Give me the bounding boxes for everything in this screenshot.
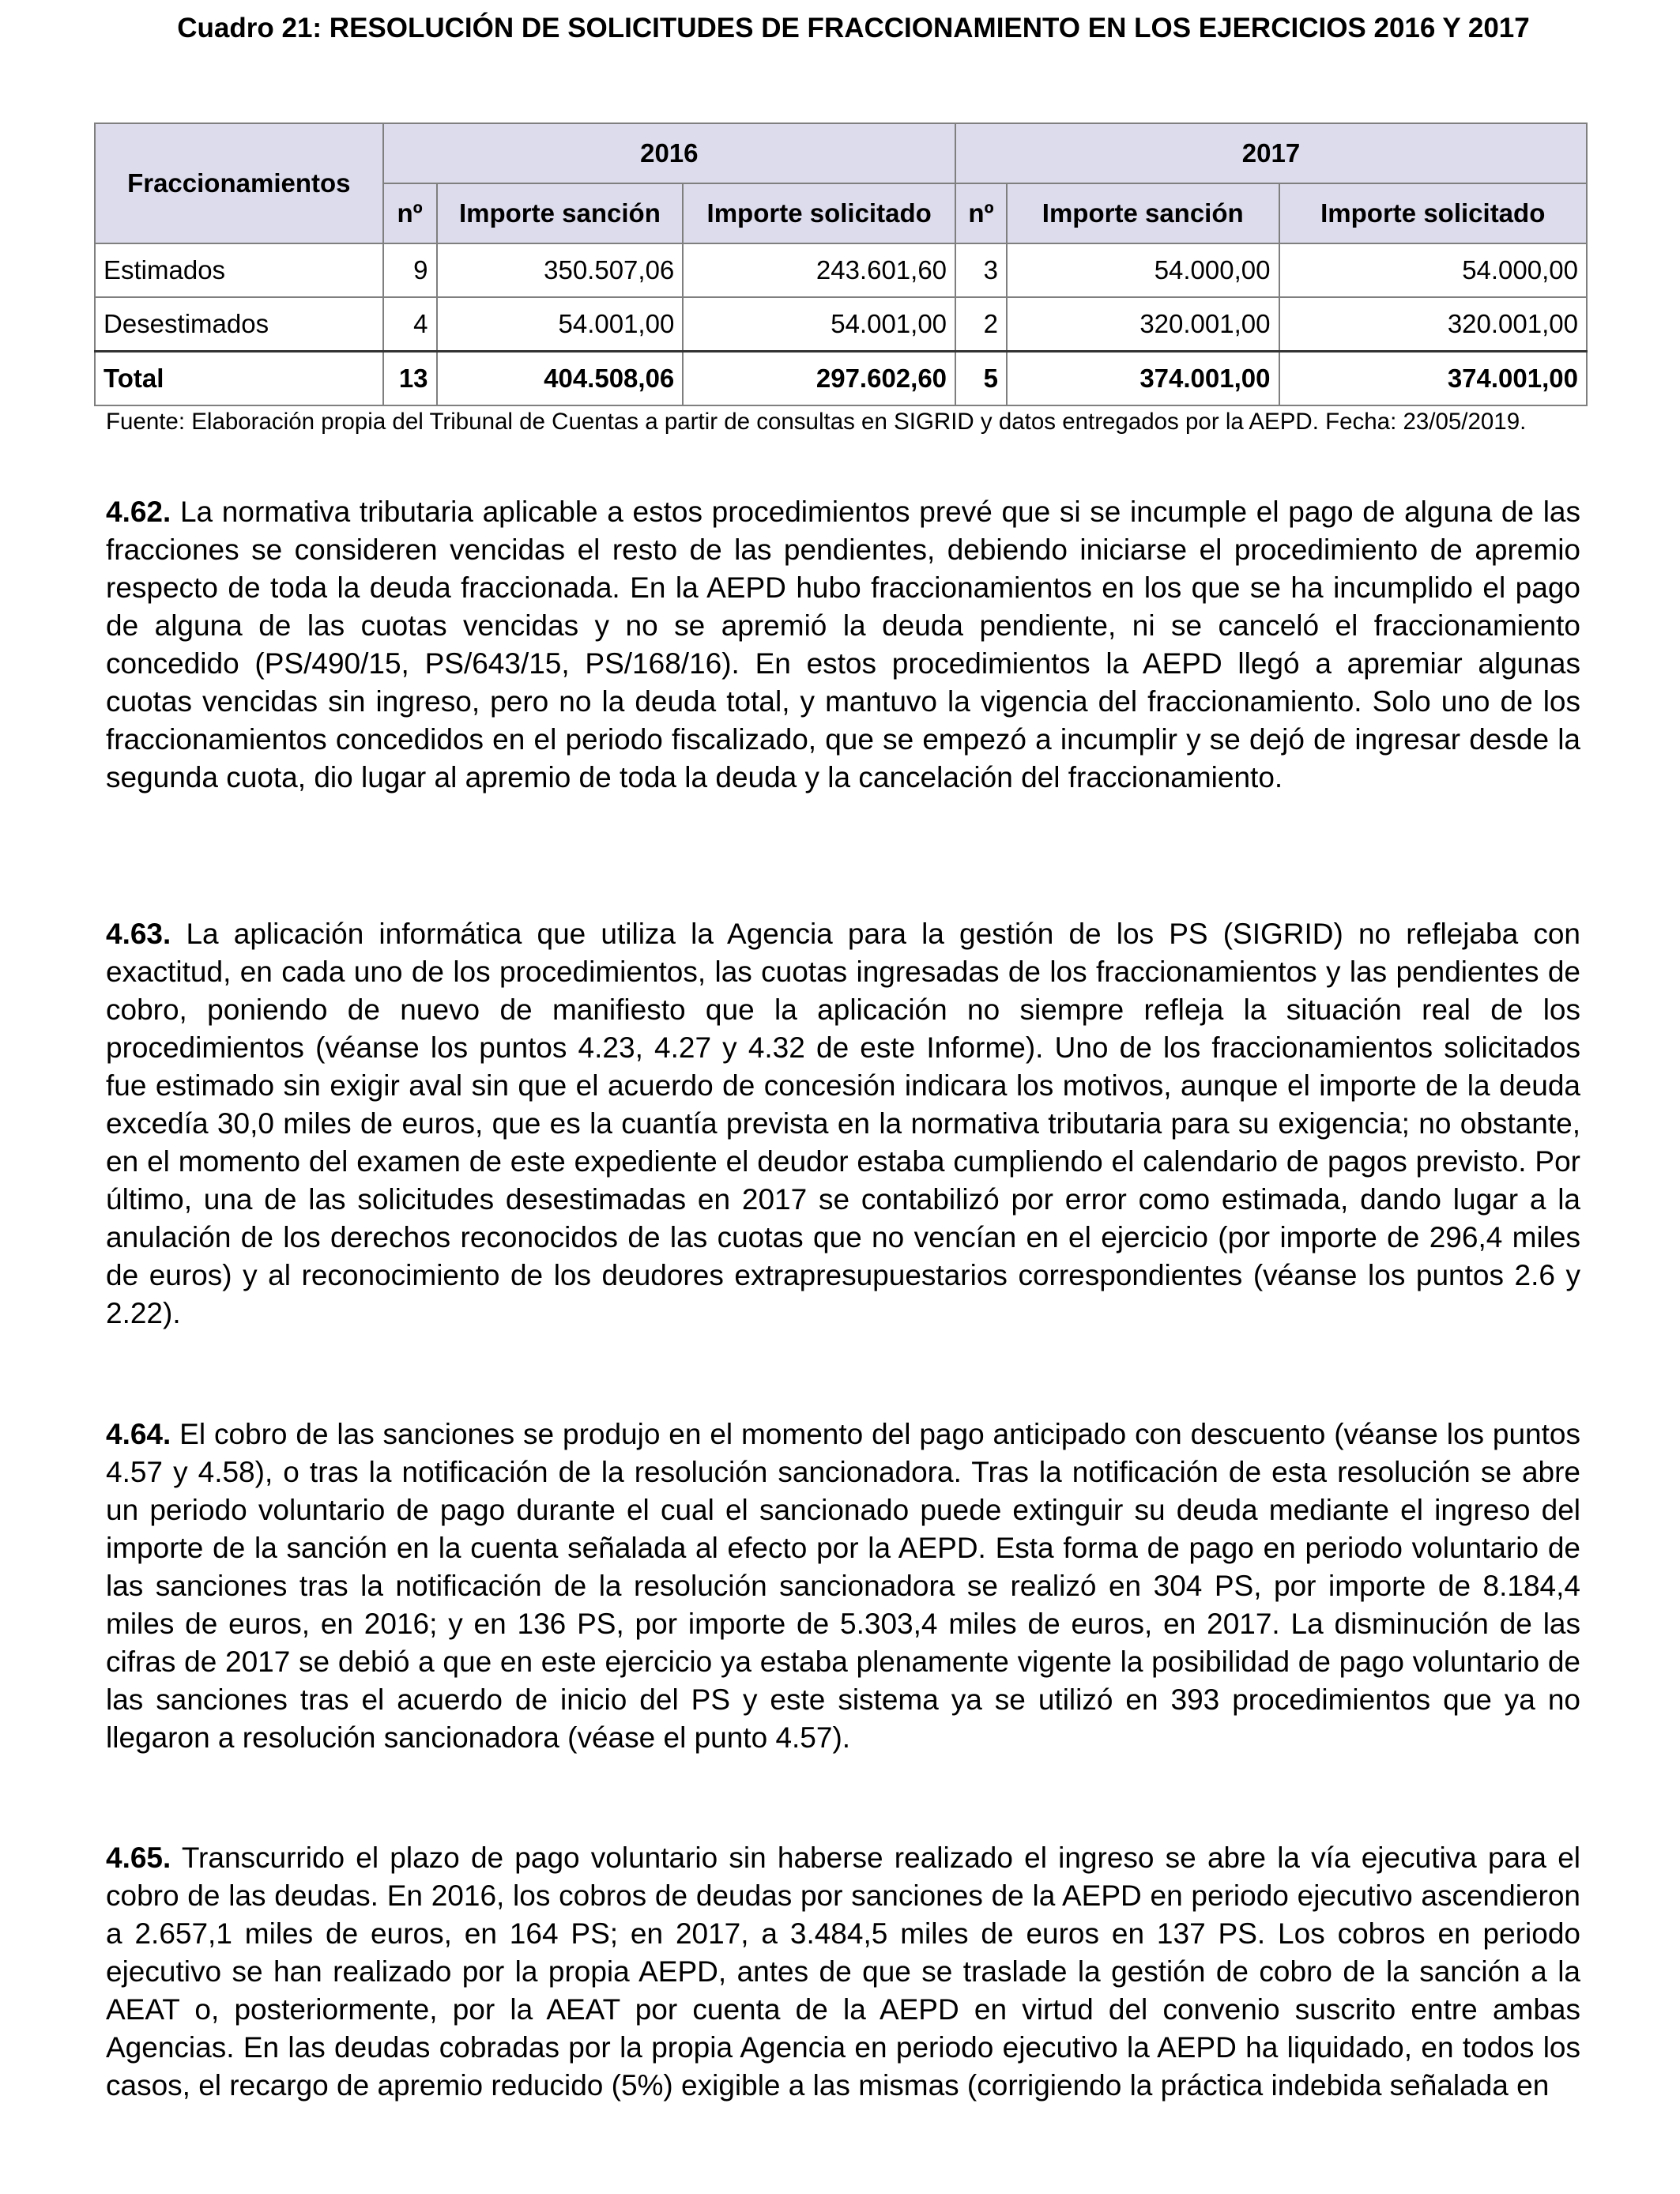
column-header: nº <box>955 183 1007 243</box>
column-header: Importe solicitado <box>683 183 955 243</box>
row-header-cell: Fraccionamientos <box>95 123 383 243</box>
table-row <box>95 243 1587 297</box>
table-cell: 54.000,00 <box>1279 243 1588 297</box>
table-cell: 9 <box>383 243 437 297</box>
year-header-2017: 2017 <box>955 123 1587 183</box>
paragraph-text: La aplicación informática que utiliza la Agencia para la gestión de los PS (SIGRID) no reflejaba con exactitud, en cada uno de los procedimientos, las cuotas ingresadas de los fraccionamientos y las pendientes de cobro, poniendo de nuevo de manifiesto que la aplicación no siempre refleja la situación real de los procedimientos (véanse los puntos 4.23, 4.27 y 4.32 de este Informe). Uno de los fraccionamientos solicitados fue estimado sin exigir aval sin que el acuerdo de concesión indicara los motivos, aunque el importe de la deuda excedía 30,0 miles de euros, que es la cuantía prevista en la normativa tributaria para su exigencia; no obstante, en el momento del examen de este expediente el deudor estaba cumpliendo el calendario de pagos previsto. Por último, una de las solicitudes desestimadas en 2017 se contabilizó por error como estimada, dando lugar a la anulación de los derechos reconocidos de las cuotas que no vencían en el ejercicio (por importe de 296,4 miles de euros) y al reconocimiento de los deudores extrapresupuestarios correspondientes (véanse los puntos 2.6 y 2.22). <box>106 918 1580 1329</box>
paragraph-text: Transcurrido el plazo de pago voluntario sin haberse realizado el ingreso se abre la vía ejecutiva para el cobro de las deudas. En 2016, los cobros de deudas por sanciones de la AEPD en periodo ejecutivo ascendieron a 2.657,1 miles de euros, en 164 PS; en 2017, a 3.484,5 miles de euros en 137 PS. Los cobros en periodo ejecutivo se han realizado por la propia AEPD, antes de que se traslade la gestión de cobro de la sanción a la AEAT o, posteriormente, por la AEAT por cuenta de la AEPD en virtud del convenio suscrito entre ambas Agencias. En las deudas cobradas por la propia Agencia en periodo ejecutivo la AEPD ha liquidado, en todos los casos, el recargo de apremio reducido (5%) exigible a las mismas (corrigiendo la práctica indebida señalada en <box>106 1842 1580 2102</box>
table-caption <box>142 11 1565 46</box>
table-cell: 404.508,06 <box>437 352 684 406</box>
table-cell: 4 <box>383 297 437 352</box>
table-cell: 243.601,60 <box>683 243 955 297</box>
table-cell: 374.001,00 <box>1279 352 1588 406</box>
table-cell: 297.602,60 <box>683 352 955 406</box>
table-cell: 320.001,00 <box>1007 297 1279 352</box>
paragraph-4-64 <box>106 1416 1580 1757</box>
table-cell: 2 <box>955 297 1007 352</box>
row-label: Total <box>95 352 383 406</box>
table-row <box>95 297 1587 352</box>
table-cell: 5 <box>955 352 1007 406</box>
table-source-note: Fuente: Elaboración propia del Tribunal de Cuentas a partir de consultas en SIGRID y datos entregados por la AEPD. Fecha: 23/05/2019. <box>106 409 1527 435</box>
paragraph-number: 4.63. <box>106 918 171 950</box>
fraccionamientos-table <box>94 123 1588 406</box>
table-cell: 13 <box>383 352 437 406</box>
caption-text: RESOLUCIÓN DE SOLICITUDES DE FRACCIONAMIENTO EN LOS EJERCICIOS 2016 Y 2017 <box>322 13 1530 43</box>
table-header-row <box>95 123 1587 183</box>
paragraph-4-62 <box>106 493 1580 797</box>
table-cell: 54.000,00 <box>1007 243 1279 297</box>
row-label: Estimados <box>95 243 383 297</box>
table-cell: 3 <box>955 243 1007 297</box>
paragraph-4-65 <box>106 1839 1580 2105</box>
paragraph-number: 4.65. <box>106 1842 171 1874</box>
table-cell: 54.001,00 <box>437 297 684 352</box>
table-cell: 54.001,00 <box>683 297 955 352</box>
column-header: nº <box>383 183 437 243</box>
year-header-2016: 2016 <box>383 123 955 183</box>
column-header: Importe sanción <box>437 183 684 243</box>
caption-number: Cuadro 21: <box>177 13 322 43</box>
paragraph-text: La normativa tributaria aplicable a estos procedimientos prevé que si se incumple el pago de alguna de las fracciones se consideren vencidas el resto de las pendientes, debiendo iniciarse el procedimiento de apremio respecto de toda la deuda fraccionada. En la AEPD hubo fraccionamientos en los que se ha incumplido el pago de alguna de las cuotas vencidas y no se apremió la deuda pendiente, ni se canceló el fraccionamiento concedido (PS/490/15, PS/643/15, PS/168/16). En estos procedimientos la AEPD llegó a apremiar algunas cuotas vencidas sin ingreso, pero no la deuda total, y mantuvo la vigencia del fraccionamiento. Solo uno de los fraccionamientos concedidos en el periodo fiscalizado, que se empezó a incumplir y se dejó de ingresar desde la segunda cuota, dio lugar al apremio de toda la deuda y la cancelación del fraccionamiento. <box>106 496 1580 794</box>
table-total-row <box>95 352 1587 406</box>
paragraph-number: 4.64. <box>106 1418 171 1450</box>
row-label: Desestimados <box>95 297 383 352</box>
column-header: Importe sanción <box>1007 183 1279 243</box>
table-cell: 374.001,00 <box>1007 352 1279 406</box>
paragraph-4-63 <box>106 915 1580 1333</box>
paragraph-text: El cobro de las sanciones se produjo en el momento del pago anticipado con descuento (véanse los puntos 4.57 y 4.58), o tras la notificación de la resolución sancionadora. Tras la notificación de esta resolución se abre un periodo voluntario de pago durante el cual el sancionado puede extinguir su deuda mediante el ingreso del importe de la sanción en la cuenta señalada al efecto por la AEPD. Esta forma de pago en periodo voluntario de las sanciones tras la notificación de la resolución sancionadora se realizó en 304 PS, por importe de 8.184,4 miles de euros, en 2016; y en 136 PS, por importe de 5.303,4 miles de euros, en 2017. La disminución de las cifras de 2017 se debió a que en este ejercicio ya estaba plenamente vigente la posibilidad de pago voluntario de las sanciones tras el acuerdo de inicio del PS y este sistema ya se utilizó en 393 procedimientos que ya no llegaron a resolución sancionadora (véase el punto 4.57). <box>106 1418 1580 1754</box>
table-cell: 350.507,06 <box>437 243 684 297</box>
paragraph-number: 4.62. <box>106 496 171 528</box>
table-cell: 320.001,00 <box>1279 297 1588 352</box>
column-header: Importe solicitado <box>1279 183 1588 243</box>
